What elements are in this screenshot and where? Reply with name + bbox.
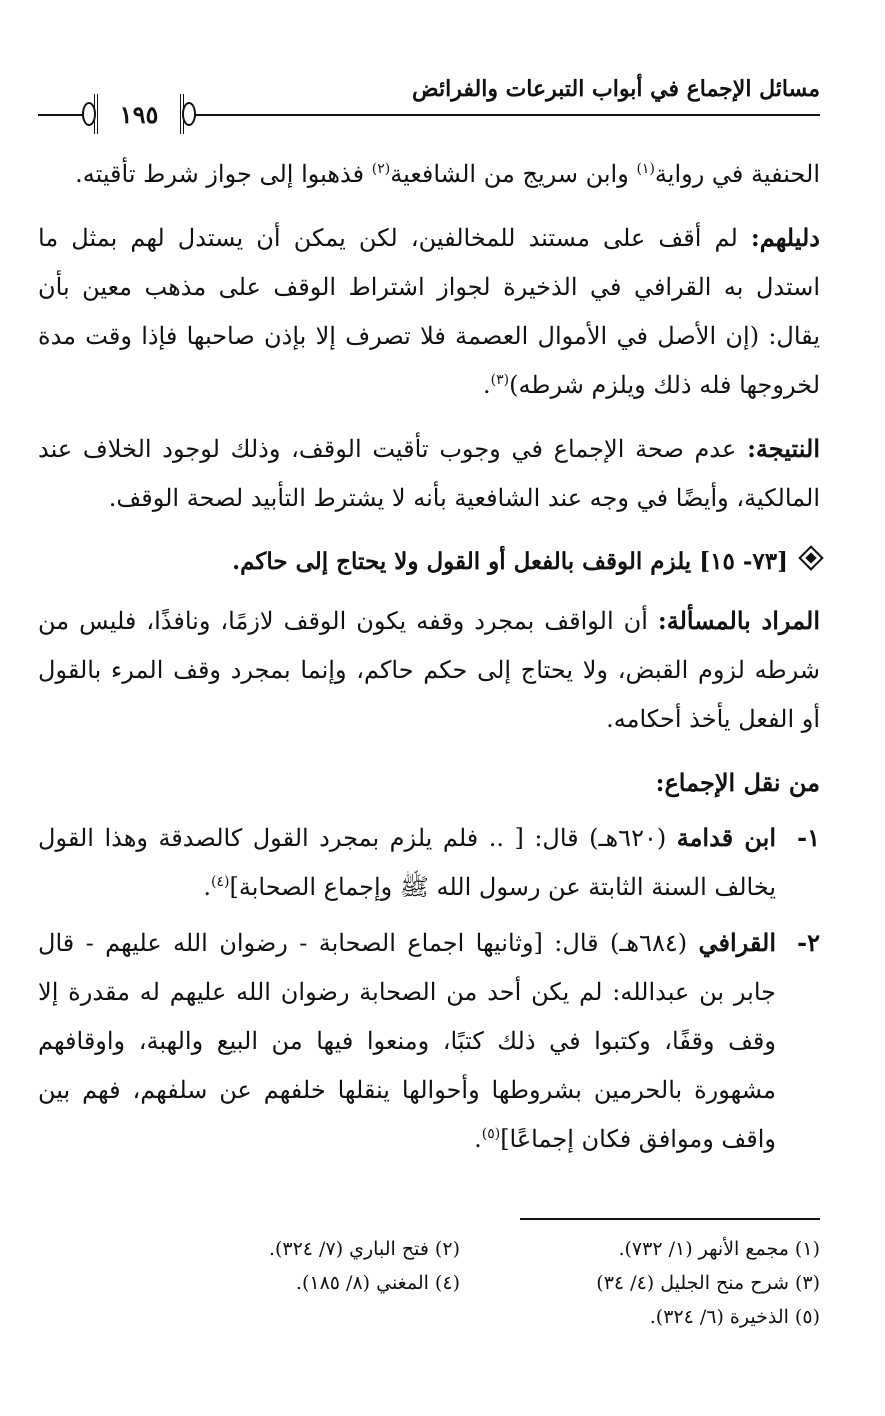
text-run: لم أقف على مستند للمخالفين، لكن يمكن أن يستدل لهم بمثل ما استدل به القرافي في الذخيرة لجواز اشتراط الوقف على مذهب معين بأن يقال: (إن الأصل في الأموال العصمة فلا تصرف إلا بإذن صاحبها فإذا وقت مدة لخروجها فله ذلك ويلزم شرطه): [38, 224, 820, 399]
meaning-label: المراد بالمسألة:: [657, 606, 820, 635]
text-run: وابن سريج من الشافعية: [390, 160, 637, 188]
page-header: [38, 60, 820, 129]
footnote-ref-2: (٢): [371, 161, 391, 177]
text-run: أن الواقف بمجرد وقفه يكون الوقف لازمًا، ونافذًا، فليس من شرطه لزوم القبض، ولا يحتاج إلى حكم حاكم، وإنما بمجرد وقف المرء بالقول أو الفعل يأخذ أحكامه.: [38, 607, 820, 733]
footnote-2: (٢) فتح الباري (٧/ ٣٢٤).: [268, 1238, 460, 1260]
footnote-ref-1: (١): [636, 161, 655, 177]
text-run: الحنفية في رواية: [654, 160, 820, 188]
diamond-bullet-icon: [798, 545, 823, 570]
footnote-ref-3: (٣): [490, 372, 510, 388]
paragraph-result: [38, 424, 820, 523]
list-number: ٢-: [797, 928, 820, 957]
scholar-name: ابن قدامة: [676, 823, 776, 852]
list-item: [38, 918, 820, 1164]
footnote-row: [38, 1300, 820, 1334]
transmitters-heading: من نقل الإجماع:: [655, 768, 820, 797]
evidence-label: دليلهم:: [750, 223, 820, 252]
footnote-4: (٤) المغني (٨/ ١٨٥).: [295, 1272, 460, 1294]
footnote-3: (٣) شرح منح الجليل (٤/ ٣٤): [596, 1272, 820, 1294]
list-number: ١-: [797, 823, 820, 852]
text-run: .: [474, 1125, 482, 1153]
footnote-row: [38, 1266, 820, 1300]
text-run: (٦٢٠هـ) قال: [ .. فلم يلزم بمجرد القول كالصدقة وهذا القول يخالف السنة الثابتة عن رسول الله ﷺ وإجماع الصحابة]: [38, 824, 776, 901]
text-run: فذهبوا إلى جواز شرط تأقيته.: [75, 160, 372, 188]
footnote-separator: [520, 1218, 820, 1220]
text-run: (٦٨٤هـ) قال: [وثانيها اجماع الصحابة - رضوان الله عليهم - قال جابر بن عبدالله: لم يكن أحد من الصحابة رضوان الله عليهم له مقدرة إلا وقف وقفًا، وكتبوا في ذلك كتبًا، ومنعوا فيها من البيع والهبة، واوقافهم مشهورة بالحرمين بشروطها وأحوالها ينقلها خلفهم عن سلفهم، فهم بين واقف وموافق فكان إجماعًا]: [38, 929, 776, 1153]
book-page: [38, 60, 820, 1380]
footnote-ref-4: (٤): [211, 874, 230, 890]
text-run: عدم صحة الإجماع في وجوب تأقيت الوقف، وذلك لوجود الخلاف عند المالكية، وأيضًا في وجه عند الشافعية بأنه لا يشترط التأبيد لصحة الوقف.: [38, 435, 820, 512]
result-label: النتيجة:: [747, 434, 820, 463]
issue-heading-text: [٧٣- ١٥] يلزم الوقف بالفعل أو القول ولا يحتاج إلى حاكم.: [232, 548, 788, 575]
footnote-5: (٥) الذخيرة (٦/ ٣٢٤).: [649, 1306, 820, 1328]
paragraph-evidence: [38, 213, 820, 410]
page-number-ornament: [94, 94, 184, 134]
page-number: ١٩٥: [119, 99, 159, 129]
footnote-1: (١) مجمع الأنهر (١/ ٧٣٢).: [618, 1238, 820, 1260]
scholar-name: القرافي: [698, 928, 776, 957]
main-text: [38, 150, 820, 1170]
text-run: .: [483, 371, 491, 399]
footnotes: [38, 1232, 820, 1334]
footnote-ref-5: (٥): [481, 1126, 501, 1142]
list-text: [38, 918, 776, 1164]
paragraph-meaning: [38, 596, 820, 744]
paragraph-hanafiyya: [38, 150, 820, 199]
running-title: مسائل الإجماع في أبواب التبرعات والفرائض: [412, 76, 820, 102]
list-text: [38, 813, 776, 912]
footnote-row: [38, 1232, 820, 1266]
list-item: [38, 813, 820, 912]
issue-heading: [38, 537, 820, 586]
text-run: .: [203, 873, 212, 901]
